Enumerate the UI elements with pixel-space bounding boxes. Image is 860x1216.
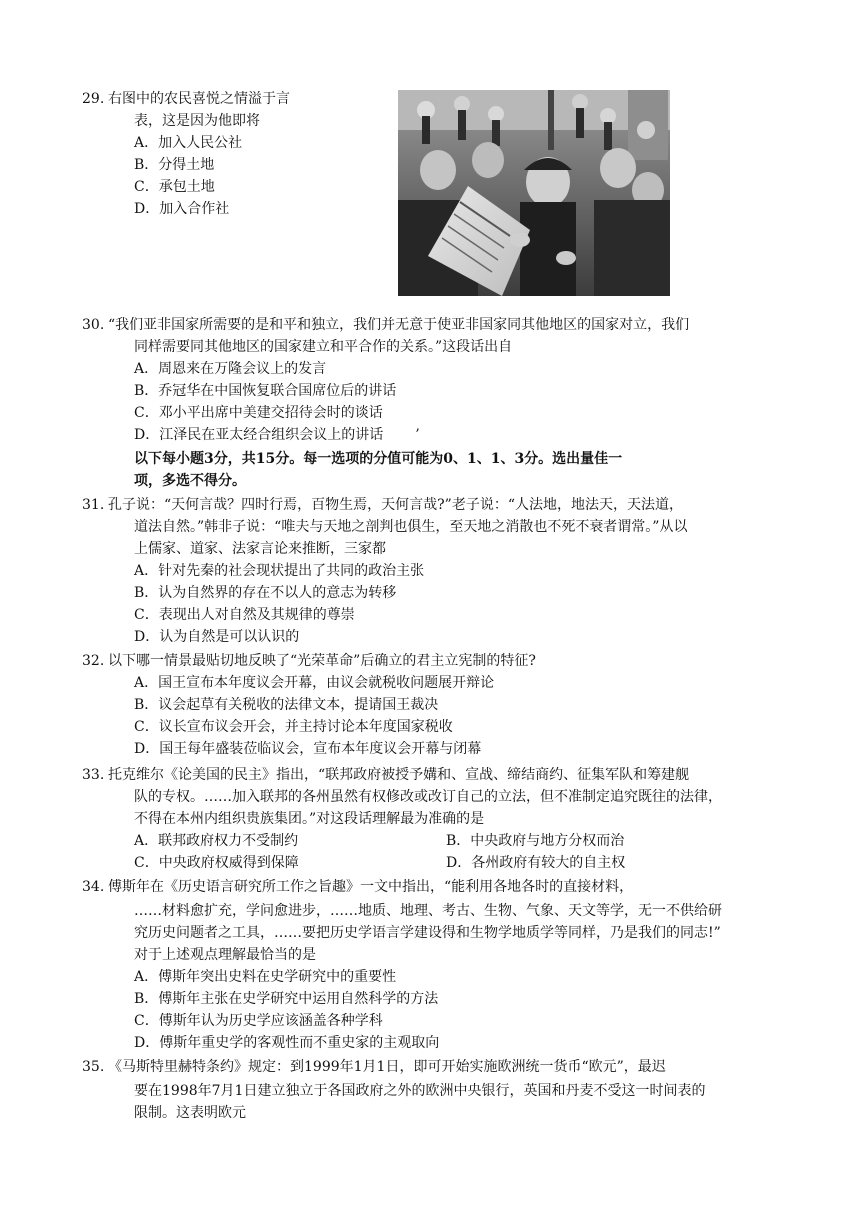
q29-number: 29. (82, 91, 105, 107)
q34-stem-line3: 究历史问题者之工具，……要把历史学语言学建设得和生物学地质学等同样，乃是我们的同志!” (134, 925, 721, 941)
q31-stem-line3: 上儒家、道家、法家言论来推断，三家都 (134, 541, 386, 557)
q34-stem-line1: 34. 傅斯年在《历史语言研究所工作之旨趣》一文中指出，“能利用各地各时的直接材料， (108, 876, 633, 898)
q31-option-a: A．针对先秦的社会现状提出了共同的政治主张 (134, 563, 425, 579)
q29-stem-line1: 29. 右图中的农民喜悦之情溢于言 (108, 88, 290, 110)
q30-option-a: A．周恩来在万隆会议上的发言 (134, 361, 327, 377)
section-instruction-line1: 以下每小题3分，共15分。每一选项的分值可能为0、1、1、3分。选出量佳一 (134, 451, 623, 467)
q34-number: 34. (82, 879, 105, 895)
q32-stem-line1: 32. 以下哪一情景最贴切地反映了“光荣革命”后确立的君主立宪制的特征? (108, 650, 536, 672)
q33-stem-line1: 33. 托克维尔《论美国的民主》指出，“联邦政府被授予媾和、宣战、缔结商约、征集军队和筹建舰 (108, 764, 689, 786)
q33-stem-line2: 队的专权。……加入联邦的各州虽然有权修改或改订自己的立法，但不准制定追究既往的法律， (134, 789, 722, 805)
q30-option-b: B．乔冠华在中国恢复联合国席位后的讲话 (134, 383, 397, 399)
q32-option-a: A．国王宣布本年度议会开幕，由议会就税收问题展开辩论 (134, 675, 495, 691)
q34-option-b: B．傅斯年主张在史学研究中运用自然科学的方法 (134, 991, 439, 1007)
q34-option-c: C．傅斯年认为历史学应该涵盖各种学科 (134, 1013, 383, 1029)
q33-option-b: B．中央政府与地方分权而治 (446, 833, 625, 849)
section-instruction-line2: 项，多选不得分。 (134, 473, 246, 489)
q29-stem-line2: 表，这是因为他即将 (134, 113, 260, 129)
q34-stem-line2: ……材料愈扩充，学问愈进步，……地质、地理、考古、生物、气象、天文等学，无一不供给研 (134, 903, 722, 919)
q31-option-b: B．认为自然界的存在不以人的意志为转移 (134, 585, 397, 601)
q35-stem-line2: 要在1998年7月1日建立独立于各国政府之外的欧洲中央银行，英国和丹麦不受这一时间表的 (134, 1083, 706, 1099)
q32-option-c: C．议长宣布议会开会，并主持讨论本年度国家税收 (134, 719, 453, 735)
q35-stem-line3: 限制。这表明欧元 (134, 1105, 246, 1121)
q35-number: 35. (82, 1059, 105, 1075)
q31-option-c: C．表现出人对自然及其规律的尊崇 (134, 607, 355, 623)
q29-photo-farmers (398, 90, 670, 296)
q29-option-d: D．加入合作社 (134, 201, 230, 217)
q30-option-d: D．江泽民在亚太经合组织会议上的讲话 ’ (134, 427, 420, 443)
stray-mark: ’ (415, 427, 420, 443)
q30-stem-line2: 同样需要同其他地区的国家建立和平合作的关系。”这段话出自 (134, 339, 513, 355)
q31-stem-line2: 道法自然。”韩非子说：“唯夫与天地之剖判也俱生，至天地之消散也不死不衰者谓常。”从以 (134, 519, 688, 535)
q33-options-row1 (134, 830, 298, 852)
q33-option-d: D．各州政府有较大的自主权 (446, 855, 626, 871)
q29-option-a: A．加入人民公社 (134, 135, 243, 151)
photo-illustration (398, 90, 670, 296)
q34-option-a: A．傅斯年突出史料在史学研究中的重要性 (134, 969, 397, 985)
q34-stem-line4: 对于上述观点理解最恰当的是 (134, 947, 316, 963)
q33-number: 33. (82, 767, 105, 783)
q31-stem-line1: 31. 孔子说：“天何言哉？四时行焉，百物生焉，天何言哉?”老子说：“人法地，地法天，天法道， (108, 494, 683, 516)
q32-option-b: B．议会起草有关税收的法律文本，提请国王裁决 (134, 697, 439, 713)
q33-stem-line3: 不得在本州内组织贵族集团。”对这段话理解最为准确的是 (134, 811, 485, 827)
q33-option-a: A．联邦政府权力不受制约 (134, 833, 299, 849)
q30-stem-line1: 30. “我们亚非国家所需要的是和平和独立，我们并无意于使亚非国家同其他地区的国家对立，我们 (108, 314, 689, 336)
q32-option-d: D．国王每年盛装莅临议会，宣布本年度议会开幕与闭幕 (134, 741, 482, 757)
q30-number: 30. (82, 317, 105, 333)
q33-options-row2 (134, 852, 299, 874)
q32-number: 32. (82, 653, 105, 669)
q35-stem-line1: 35. 《马斯特里赫特条约》规定：到1999年1月1日，即可开始实施欧洲统一货币“欧元”，最迟 (108, 1056, 666, 1078)
q33-option-c: C．中央政府权威得到保障 (134, 855, 299, 871)
q34-option-d: D．傅斯年重史学的客观性而不重史家的主观取向 (134, 1035, 440, 1051)
q31-number: 31. (82, 497, 105, 513)
q29-option-b: B．分得土地 (134, 157, 215, 173)
q31-option-d: D．认为自然是可以认识的 (134, 629, 300, 645)
q29-option-c: C．承包土地 (134, 179, 215, 195)
q30-option-c: C．邓小平出席中美建交招待会时的谈话 (134, 405, 383, 421)
